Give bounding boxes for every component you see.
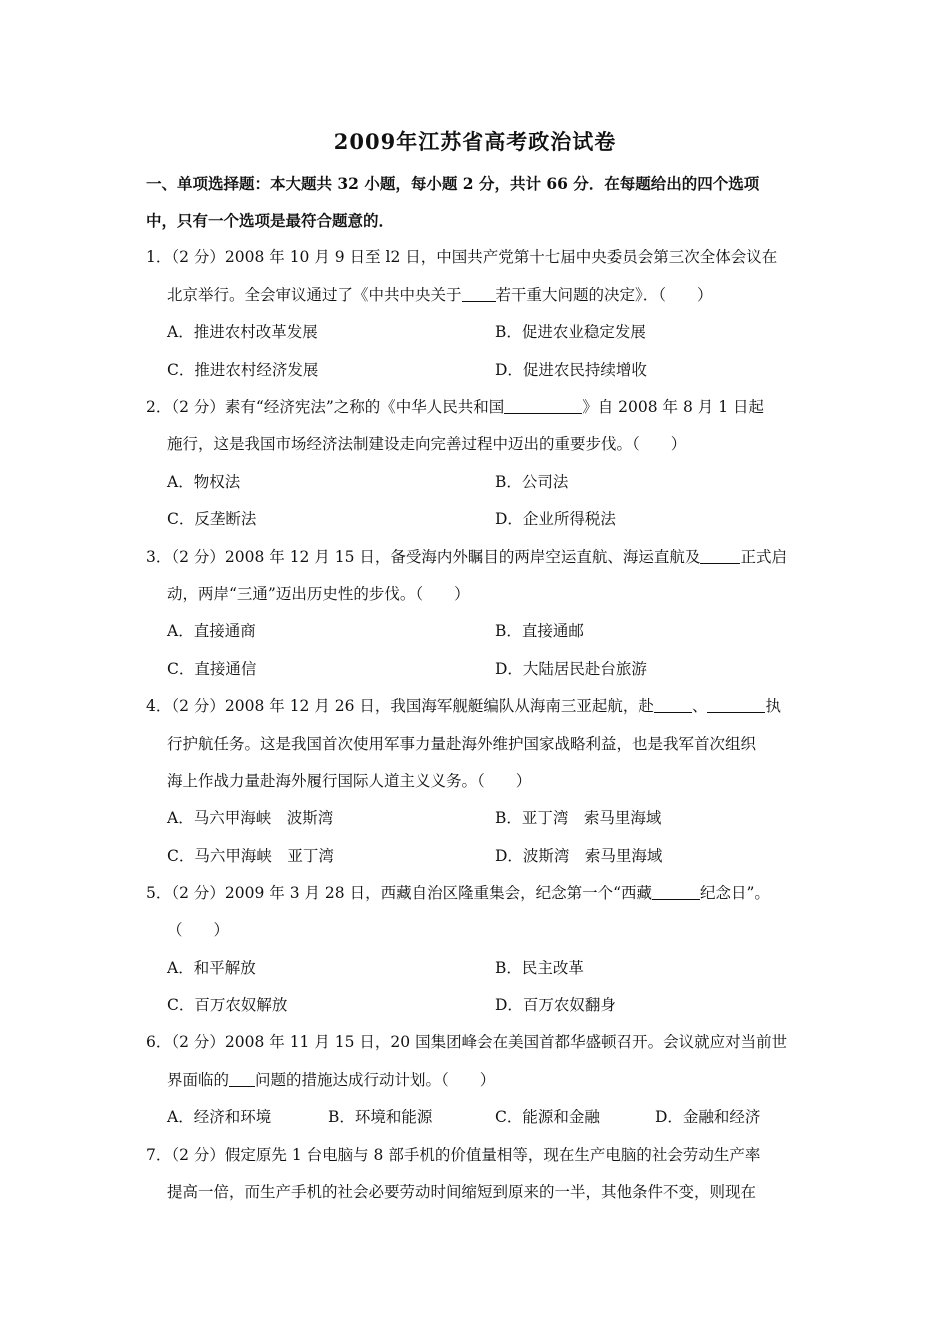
question-3-line-2: 动，两岸“三通”迈出历史性的步伐。（ ） [167,585,470,603]
question-2-option-d[interactable]: D．企业所得税法 [495,510,616,528]
question-6-option-c[interactable]: C．能源和金融 [495,1108,600,1126]
question-5-blank[interactable] [652,883,700,900]
question-5-option-a[interactable]: A．和平解放 [167,959,256,977]
question-2-option-b[interactable]: B．公司法 [495,473,569,491]
question-6-option-a[interactable]: A．经济和环境 [167,1108,272,1126]
section-heading-line-2: 中，只有一个选项是最符合题意的． [146,211,395,230]
question-5-option-b[interactable]: B．民主改革 [495,959,584,977]
question-2-line-2: 施行，这是我国市场经济法制建设走向完善过程中迈出的重要步伐。（ ） [167,435,687,453]
question-4-text-a: 4．（2 分）2008 年 12 月 26 日，我国海军舰艇编队从海南三亚起航，赴 [146,697,654,715]
question-5-text-b: 纪念日”。 [700,884,770,902]
question-1-text-b: 若干重大问题的决定》．（ ） [495,286,713,304]
question-7-line-1: 7．（2 分）假定原先 1 台电脑与 8 部手机的价值量相等，现在生产电脑的社会劳动生产率 [146,1146,761,1164]
question-1-option-b[interactable]: B．促进农业稳定发展 [495,323,646,341]
section-heading [146,165,816,239]
question-6-line-2 [167,1070,495,1090]
question-4-line-1 [146,696,781,716]
question-1-option-d[interactable]: D．促进农民持续增收 [495,361,647,379]
question-1-line-1: 1．（2 分）2008 年 10 月 9 日至 l2 日，中国共产党第十七届中央委员会第三次全体会议在 [146,248,778,266]
question-4-line-3: 海上作战力量赴海外履行国际人道主义义务。（ ） [167,772,532,790]
question-1-option-c[interactable]: C．推进农村经济发展 [167,361,319,379]
question-4-text-c: 执 [765,697,781,715]
question-1-text-a: 北京举行。全会审议通过了《中共中央关于 [167,286,462,304]
question-6-line-1: 6．（2 分）2008 年 11 月 15 日，20 国集团峰会在美国首都华盛顿召开。会议就应对当前世 [146,1033,788,1051]
question-3-line-1 [146,547,787,567]
question-2-text-b: 》自 2008 年 8 月 1 日起 [582,398,764,416]
question-1-option-a[interactable]: A．推进农村改革发展 [167,323,318,341]
question-6-option-d[interactable]: D．金融和经济 [655,1108,761,1126]
question-5-line-2: （ ） [167,921,230,939]
question-6-text-b: 问题的措施达成行动计划。（ ） [255,1071,496,1089]
exam-title: 2009年江苏省高考政治试卷 [333,129,617,154]
question-4-blank-2[interactable] [707,696,765,713]
question-2-text-a: 2．（2 分）素有“经济宪法”之称的《中华人民共和国 [146,398,505,416]
question-5-option-c[interactable]: C．百万农奴解放 [167,996,288,1014]
question-4-option-d[interactable]: D．波斯湾 索马里海域 [495,847,663,865]
question-6-text-a: 界面临的 [167,1071,230,1089]
question-6-blank[interactable] [229,1070,255,1087]
question-2-blank[interactable] [504,397,582,414]
question-6-option-b[interactable]: B．环境和能源 [328,1108,433,1126]
question-2-option-c[interactable]: C．反垄断法 [167,510,257,528]
question-5-text-a: 5．（2 分）2009 年 3 月 28 日，西藏自治区隆重集会，纪念第一个“西藏 [146,884,652,902]
question-4-text-b: 、 [691,697,708,715]
question-4-option-a[interactable]: A．马六甲海峡 波斯湾 [167,809,334,827]
question-3-text-b: 正式启 [740,548,787,566]
question-3-blank[interactable] [700,547,740,564]
question-5-option-d[interactable]: D．百万农奴翻身 [495,996,616,1014]
question-4-blank-1[interactable] [654,696,692,713]
question-3-option-c[interactable]: C．直接通信 [167,660,257,678]
section-heading-line-1: 一、单项选择题：本大题共 32 小题，每小题 2 分，共计 66 分．在每题给出的四个选项 [146,174,760,193]
question-3-option-b[interactable]: B．直接通邮 [495,622,584,640]
question-3-text-a: 3．（2 分）2008 年 12 月 15 日，备受海内外瞩目的两岸空运直航、海运直航及 [146,548,701,566]
question-3-option-a[interactable]: A．直接通商 [167,622,256,640]
question-3-option-d[interactable]: D．大陆居民赴台旅游 [495,660,647,678]
question-1-blank[interactable] [462,285,496,302]
question-2-line-1 [146,397,764,417]
question-5-line-1 [146,883,770,903]
question-4-option-c[interactable]: C．马六甲海峡 亚丁湾 [167,847,334,865]
question-4-line-2: 行护航任务。这是我国首次使用军事力量赴海外维护国家战略利益，也是我军首次组织 [167,735,757,753]
question-4-option-b[interactable]: B．亚丁湾 索马里海域 [495,809,662,827]
question-7-line-2: 提高一倍，而生产手机的社会必要劳动时间缩短到原来的一半，其他条件不变，则现在 [167,1183,757,1201]
question-2-option-a[interactable]: A．物权法 [167,473,241,491]
question-1-line-2 [167,285,713,305]
